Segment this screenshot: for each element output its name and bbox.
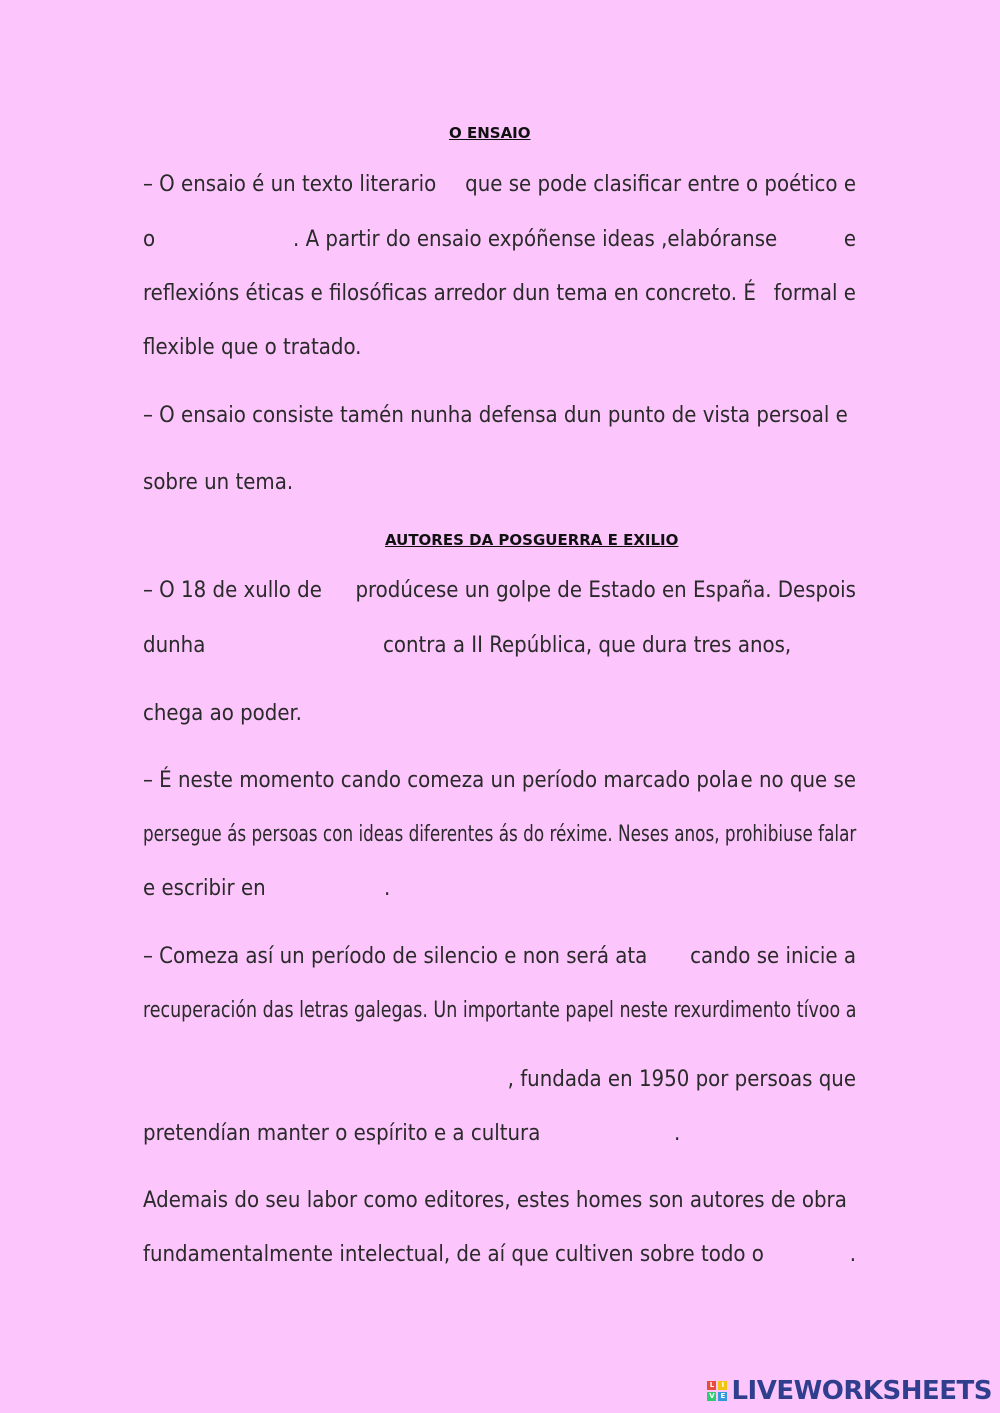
paragraph-line	[143, 991, 856, 1031]
line-text: – Comeza así un período de silencio e non será ata	[143, 944, 648, 969]
paragraph-line	[143, 220, 856, 260]
paragraph-line	[143, 396, 856, 436]
line-text: .	[674, 1121, 681, 1146]
logo-letter: I	[718, 1381, 727, 1390]
answer-blank[interactable]	[693, 1241, 843, 1269]
logo-mark-icon	[707, 1381, 727, 1401]
line-text: .	[384, 876, 391, 901]
paragraph-line	[143, 328, 856, 368]
line-text: e no que se	[740, 768, 856, 793]
heading-authors: AUTORES DA POSGUERRA E EXILIO	[385, 531, 679, 549]
paragraph-line	[143, 761, 856, 801]
answer-blank[interactable]	[493, 1120, 668, 1148]
line-text: persegue ás persoas con ideas diferentes ás do réxime. Neses anos, prohibiuse falar	[143, 822, 857, 847]
paragraph-line	[143, 1235, 856, 1275]
line-text: . A partir do ensaio expóñense ideas ,elabóranse	[293, 227, 778, 252]
line-text: dunha	[143, 633, 206, 658]
line-text: chega ao poder.	[143, 701, 302, 726]
line-text: contra a II República, que dura tres anos,	[383, 633, 792, 658]
answer-blank[interactable]	[655, 767, 745, 795]
answer-blank[interactable]	[753, 402, 853, 430]
logo-letter: L	[707, 1381, 716, 1390]
line-text: flexible que o tratado.	[143, 335, 362, 360]
answer-blank[interactable]	[159, 226, 289, 254]
line-text: e	[843, 227, 856, 252]
paragraph-line	[143, 165, 856, 205]
paragraph-line	[143, 571, 856, 611]
line-text: reflexións éticas e filosóficas arredor dun tema en concreto. É	[143, 281, 756, 306]
line-text: .	[849, 1242, 856, 1267]
line-text: prodúcese un golpe de Estado en España. Despois	[355, 578, 856, 603]
line-text: cando se inicie a	[690, 944, 856, 969]
paragraph-line	[143, 463, 856, 503]
line-text: pretendían manter o espírito e a cultura	[143, 1121, 541, 1146]
line-text: sobre un tema.	[143, 470, 294, 495]
line-text: , fundada en 1950 por persoas que	[507, 1067, 856, 1092]
paragraph-line	[143, 274, 856, 314]
paragraph-line	[143, 1181, 856, 1221]
paragraph-line	[143, 937, 856, 977]
line-text: formal e	[773, 281, 856, 306]
line-text: que se pode clasificar entre o poético e	[465, 172, 856, 197]
paragraph-line	[143, 1114, 856, 1154]
heading-essay: O ENSAIO	[449, 124, 531, 142]
answer-blank[interactable]	[763, 632, 853, 660]
line-text: e escribir en	[143, 876, 266, 901]
paragraph-line	[143, 869, 856, 909]
paragraph-line	[143, 694, 856, 734]
line-text: o	[143, 227, 156, 252]
answer-blank[interactable]	[255, 875, 380, 903]
line-text: – É neste momento cando comeza un período marcado pola	[143, 768, 739, 793]
line-text: Ademais do seu labor como editores, estes homes son autores de obra	[143, 1188, 847, 1213]
line-text: recuperación das letras galegas. Un importante papel neste rexurdimento tívoo a	[143, 998, 857, 1023]
logo-text: LIVEWORKSHEETS	[731, 1376, 992, 1406]
logo-letter: E	[718, 1392, 727, 1401]
line-text: – O 18 de xullo de	[143, 578, 322, 603]
answer-blank[interactable]	[721, 226, 841, 254]
liveworksheets-logo[interactable]	[707, 1376, 992, 1406]
line-text: fundamentalmente intelectual, de aí que cultiven sobre todo o	[143, 1242, 764, 1267]
paragraph-line	[143, 626, 856, 666]
answer-blank[interactable]	[143, 1066, 493, 1094]
line-text: – O ensaio é un texto literario	[143, 172, 437, 197]
paragraph-line	[143, 1060, 856, 1100]
paragraph-line	[143, 815, 856, 855]
answer-blank[interactable]	[201, 632, 376, 660]
line-text: – O ensaio consiste tamén nunha defensa dun punto de vista persoal e	[143, 403, 848, 428]
answer-blank[interactable]	[689, 280, 779, 308]
logo-letter: V	[709, 1392, 715, 1400]
